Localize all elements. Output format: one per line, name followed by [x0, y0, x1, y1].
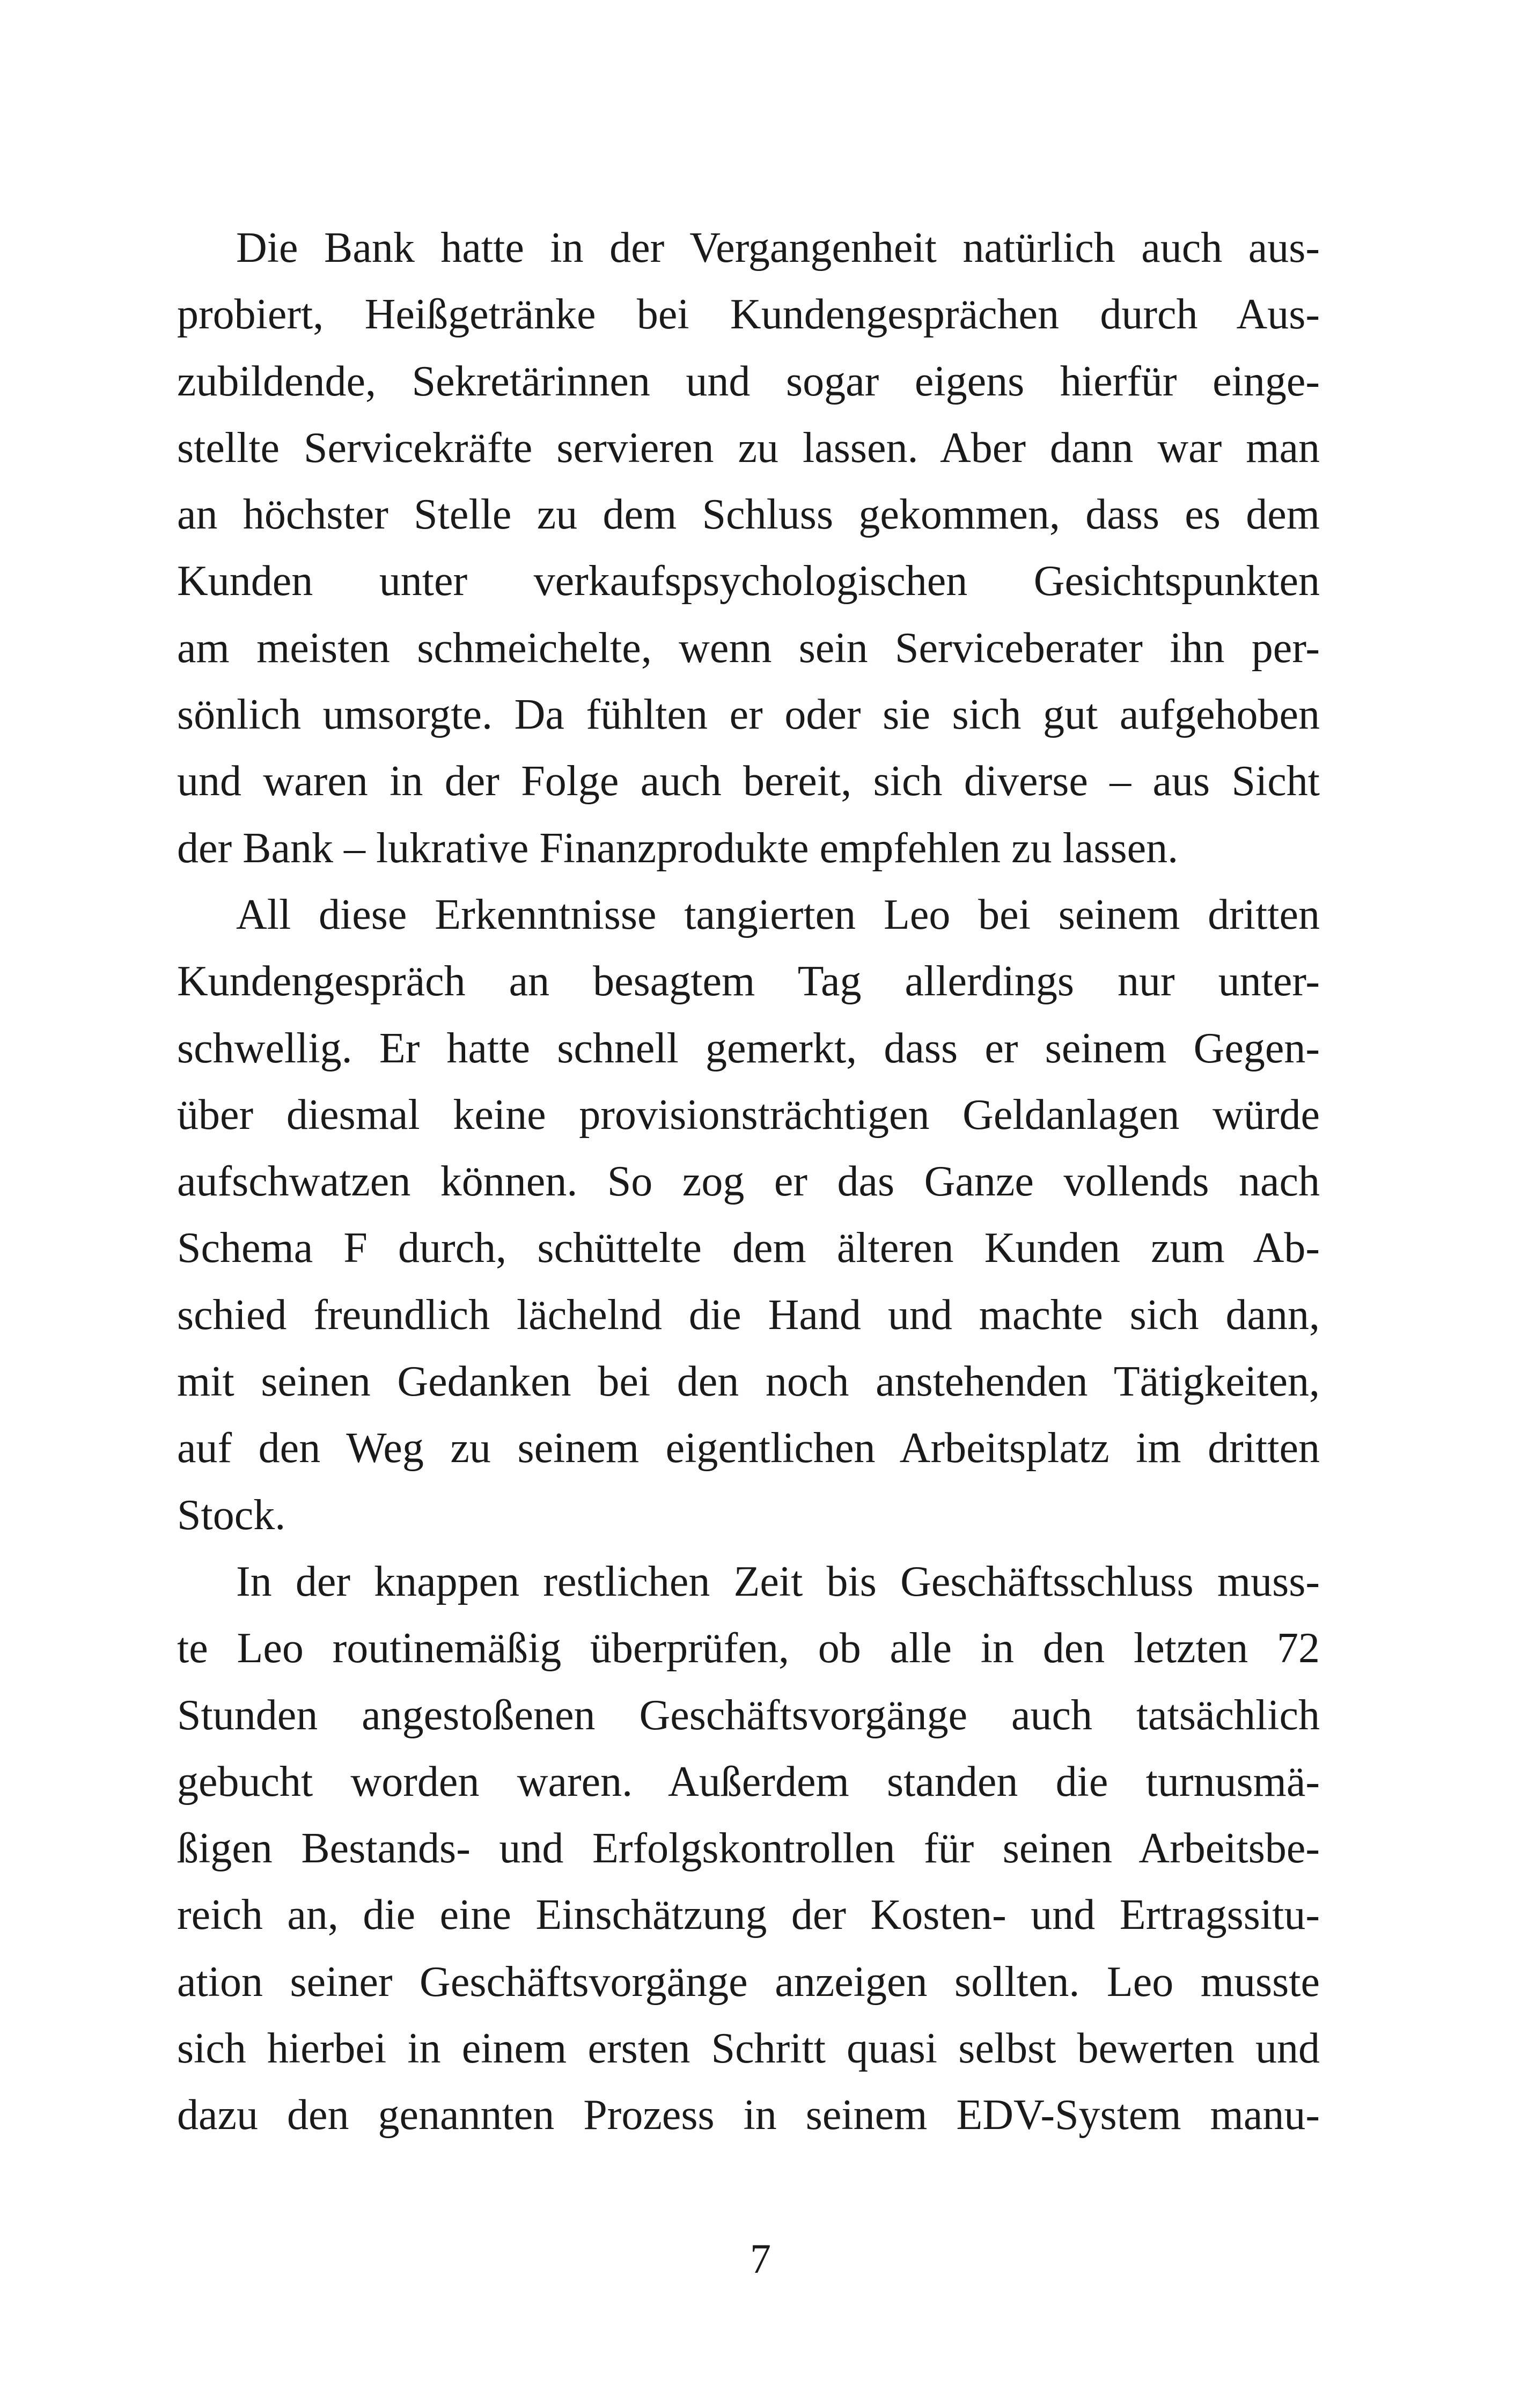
text-line: zubildende, Sekretärinnen und sogar eigens hierfür einge- — [177, 357, 1320, 405]
text-line: mit seinen Gedanken bei den noch anstehenden Tätigkeiten, — [177, 1358, 1320, 1406]
text-line: probiert, Heißgetränke bei Kundengesprächen durch Aus- — [177, 291, 1320, 339]
text-line: dazu den genannten Prozess in seinem EDV-System manu- — [177, 2091, 1320, 2139]
text-line: Schema F durch, schüttelte dem älteren Kunden zum Ab- — [177, 1224, 1320, 1272]
text-line: und waren in der Folge auch bereit, sich diverse – aus Sicht — [177, 758, 1320, 805]
text-line: Die Bank hatte in der Vergangenheit natürlich auch aus- — [236, 224, 1320, 271]
text-line: auf den Weg zu seinem eigentlichen Arbeitsplatz im dritten — [177, 1425, 1320, 1472]
text-line: schwellig. Er hatte schnell gemerkt, dass er seinem Gegen- — [177, 1024, 1320, 1072]
text-line: über diesmal keine provisionsträchtigen Geldanlagen würde — [177, 1091, 1320, 1139]
text-line: gebucht worden waren. Außerdem standen die turnusmä- — [177, 1758, 1320, 1805]
text-line: Stunden angestoßenen Geschäftsvorgänge auch tatsächlich — [177, 1691, 1320, 1739]
text-line: ation seiner Geschäftsvorgänge anzeigen sollten. Leo musste — [177, 1958, 1320, 2006]
text-line: an höchster Stelle zu dem Schluss gekommen, dass es dem — [177, 491, 1320, 539]
text-line: am meisten schmeichelte, wenn sein Serviceberater ihn per- — [177, 624, 1320, 672]
text-line: schied freundlich lächelnd die Hand und machte sich dann, — [177, 1291, 1320, 1339]
text-line: stellte Servicekräfte servieren zu lassen. Aber dann war man — [177, 424, 1320, 472]
text-line: Kundengespräch an besagtem Tag allerdings nur unter- — [177, 958, 1320, 1005]
text-line: reich an, die eine Einschätzung der Kosten- und Ertragssitu- — [177, 1891, 1320, 1939]
page-number: 7 — [750, 2235, 771, 2282]
text-line: te Leo routinemäßig überprüfen, ob alle in den letzten 72 — [177, 1625, 1320, 1672]
text-line: sich hierbei in einem ersten Schritt quasi selbst bewerten und — [177, 2025, 1320, 2073]
text-line: sönlich umsorgte. Da fühlten er oder sie sich gut aufgehoben — [177, 691, 1320, 739]
text-line: Stock. — [177, 1491, 286, 1539]
text-line: aufschwatzen können. So zog er das Ganze vollends nach — [177, 1158, 1320, 1206]
text-line: In der knappen restlichen Zeit bis Geschäftsschluss muss- — [236, 1558, 1320, 1605]
text-line: Kunden unter verkaufspsychologischen Gesichtspunkten — [177, 557, 1320, 605]
text-line: der Bank – lukrative Finanzprodukte empfehlen zu lassen. — [177, 824, 1179, 872]
body-text — [177, 215, 1320, 2149]
text-line: ßigen Bestands- und Erfolgskontrollen für seinen Arbeitsbe- — [177, 1825, 1320, 1873]
text-line: All diese Erkenntnisse tangierten Leo bei seinem dritten — [236, 891, 1320, 938]
